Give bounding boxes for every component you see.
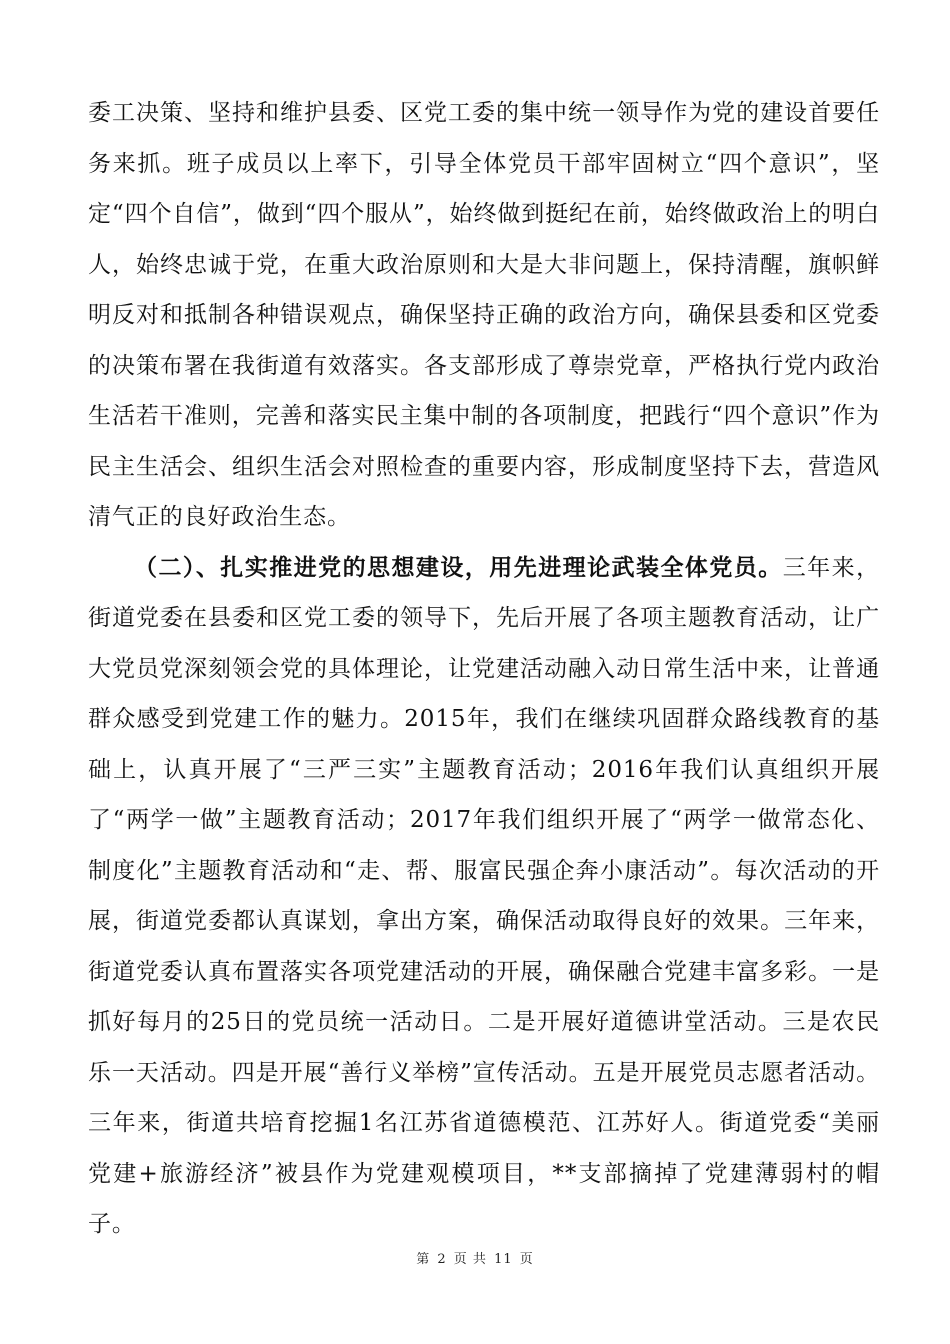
footer-prefix: 第 (416, 1252, 431, 1267)
footer-page-number: 2 (437, 1252, 447, 1267)
footer-middle: 页 共 (453, 1252, 487, 1267)
paragraph-2 (88, 543, 880, 1250)
paragraph-2-text: 三年来，街道党委在县委和区党工委的领导下，先后开展了各项主题教育活动，让广大党员党深刻领会党的具体理论，让党建活动融入动日常生活中来，让普通群众感受到党建工作的魅力。2015年，我们在继续巩固群众路线教育的基础上，认真开展了“三严三实”主题教育活动；2016年我们认真组织开展了“两学一做”主题教育活动；2017年我们组织开展了“两学一做常态化、制度化”主题教育活动和“走、帮、服富民强企奔小康活动”。每次活动的开展，街道党委都认真谋划，拿出方案，确保活动取得良好的效果。三年来，街道党委认真布置落实各项党建活动的开展，确保融合党建丰富多彩。一是抓好每月的25日的党员统一活动日。二是开展好道德讲堂活动。三是农民乐一天活动。四是开展“善行义举榜”宣传活动。五是开展党员志愿者活动。三年来，街道共培育挖掘1名江苏省道德模范、江苏好人。街道党委“美丽党建+旅游经济”被县作为党建观模项目，**支部摘掉了党建薄弱村的帽子。 (88, 554, 880, 1237)
footer-suffix: 页 (519, 1252, 534, 1267)
paragraph-1 (88, 88, 880, 543)
footer-total-pages: 11 (494, 1252, 513, 1267)
document-page (88, 88, 880, 1250)
paragraph-1-text: 委工决策、坚持和维护县委、区党工委的集中统一领导作为党的建设首要任务来抓。班子成员以上率下，引导全体党员干部牢固树立“四个意识”，坚定“四个自信”，做到“四个服从”，始终做到挺纪在前，始终做政治上的明白人，始终忠诚于党，在重大政治原则和大是大非问题上，保持清醒，旗帜鲜明反对和抵制各种错误观点，确保坚持正确的政治方向，确保县委和区党委的决策布署在我街道有效落实。各支部形成了尊崇党章，严格执行党内政治生活若干准则，完善和落实民主集中制的各项制度，把践行“四个意识”作为民主生活会、组织生活会对照检查的重要内容，形成制度坚持下去，营造风清气正的良好政治生态。 (88, 100, 880, 530)
section-heading: （二）、扎实推进党的思想建设，用先进理论武装全体党员。 (134, 553, 783, 581)
page-footer (0, 1248, 950, 1267)
